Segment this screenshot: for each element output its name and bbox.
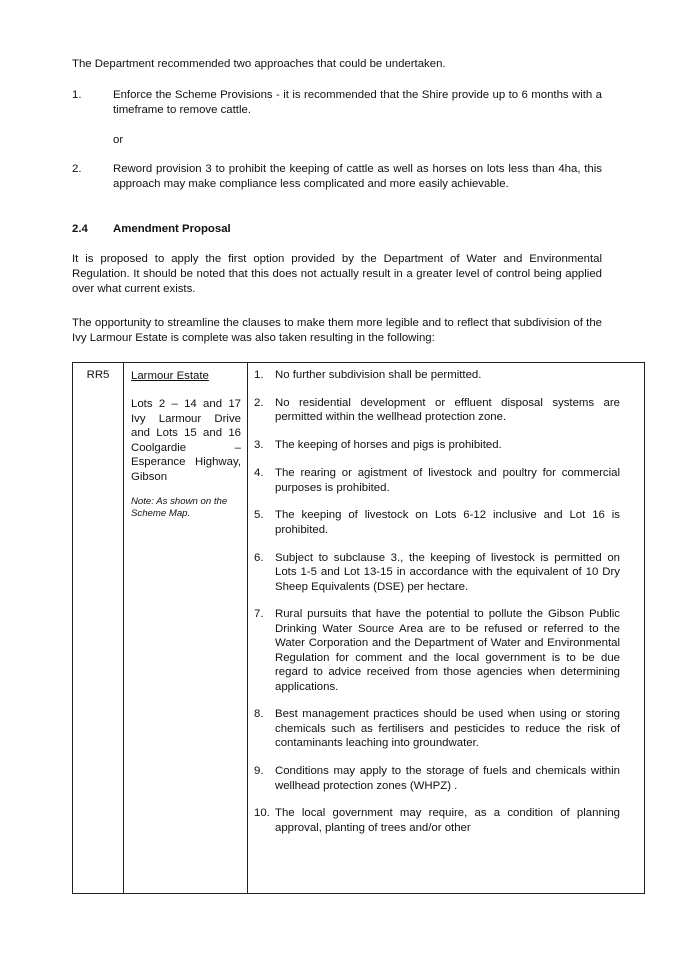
estate-note: Note: As shown on the Scheme Map.	[131, 496, 228, 519]
list-item	[254, 396, 620, 425]
list-item	[254, 466, 620, 495]
list-item	[254, 368, 620, 382]
clause-text: The keeping of horses and pigs is prohibited.	[275, 439, 502, 452]
clause-number: 3.	[254, 439, 264, 452]
clause-text: Rural pursuits that have the potential to pollute the Gibson Public Drinking Water Source Area are to be refused or referred to the Water Corporation and the Department of Water and Environmental Regulation for comment and the local government is to be due regard to advice received from those agencies when determining applications.	[275, 608, 620, 693]
section-number: 2.4	[72, 223, 88, 235]
clause-number: 6.	[254, 551, 264, 564]
approach-2-number: 2.	[72, 163, 82, 175]
clause-text: No residential development or effluent disposal systems are permitted within the wellhead protection zone.	[275, 396, 620, 424]
clause-list	[254, 368, 620, 835]
clause-text: Subject to subclause 3., the keeping of livestock is permitted on Lots 1-5 and Lot 13-15 in accordance with the equivalent of 10 Dry Sheep Equivalents (DSE) per hectare.	[275, 551, 620, 593]
clause-text: The local government may require, as a condition of planning approval, planting of trees and/or other	[275, 807, 620, 834]
estate-name: Larmour Estate	[131, 370, 209, 382]
list-item	[254, 764, 620, 793]
approach-1-number: 1.	[72, 89, 82, 101]
intro-paragraph: The Department recommended two approaches that could be undertaken.	[72, 58, 446, 70]
clause-number: 8.	[254, 708, 264, 721]
table-row	[73, 363, 645, 894]
list-item	[254, 707, 620, 750]
clause-text: The rearing or agistment of livestock and poultry for commercial purposes is prohibited.	[275, 467, 620, 494]
list-item	[254, 551, 620, 594]
approach-1-text: Enforce the Scheme Provisions - it is recommended that the Shire provide up to 6 months with a timeframe to remove cattle.	[113, 89, 602, 116]
proposal-paragraph: It is proposed to apply the first option provided by the Department of Water and Environmental Regulation. It should be noted that this does not actually result in a greater level of control being applied over what current exists.	[72, 253, 602, 295]
section-heading: Amendment Proposal	[113, 223, 231, 235]
clause-text: No further subdivision shall be permitted.	[275, 369, 482, 381]
clauses-cell	[248, 363, 645, 894]
clause-number: 4.	[254, 467, 264, 480]
zone-code-cell: RR5	[73, 363, 124, 894]
clause-text: Conditions may apply to the storage of fuels and chemicals within wellhead protection zones (WHPZ) .	[275, 765, 620, 792]
list-item	[254, 508, 620, 537]
approach-2-text: Reword provision 3 to prohibit the keeping of cattle as well as horses on lots less than 4ha, this approach may make compliance less complicated and more easily achievable.	[113, 163, 602, 190]
clause-number: 1.	[254, 369, 264, 381]
clause-text: Best management practices should be used when using or storing chemicals such as fertilisers and pesticides to reduce the risk of contaminants leaching into groundwater.	[275, 708, 620, 750]
streamline-paragraph: The opportunity to streamline the clauses to make them more legible and to reflect that subdivision of the Ivy Larmour Estate is complete was also taken resulting in the following:	[72, 317, 602, 344]
clause-number: 10.	[254, 807, 270, 820]
estate-cell	[124, 363, 248, 894]
provisions-table	[72, 362, 645, 894]
clause-number: 2.	[254, 396, 264, 409]
or-text: or	[113, 134, 124, 146]
list-item	[254, 438, 620, 452]
list-item	[254, 607, 620, 693]
clause-text: The keeping of livestock on Lots 6-12 inclusive and Lot 16 is prohibited.	[275, 509, 620, 536]
clause-number: 9.	[254, 765, 264, 778]
list-item	[254, 806, 620, 835]
estate-description: Lots 2 – 14 and 17 Ivy Larmour Drive and Lots 15 and 16 Coolgardie – Esperance Highway, Gibson	[131, 398, 241, 483]
clause-number: 5.	[254, 509, 264, 522]
clause-number: 7.	[254, 608, 264, 621]
